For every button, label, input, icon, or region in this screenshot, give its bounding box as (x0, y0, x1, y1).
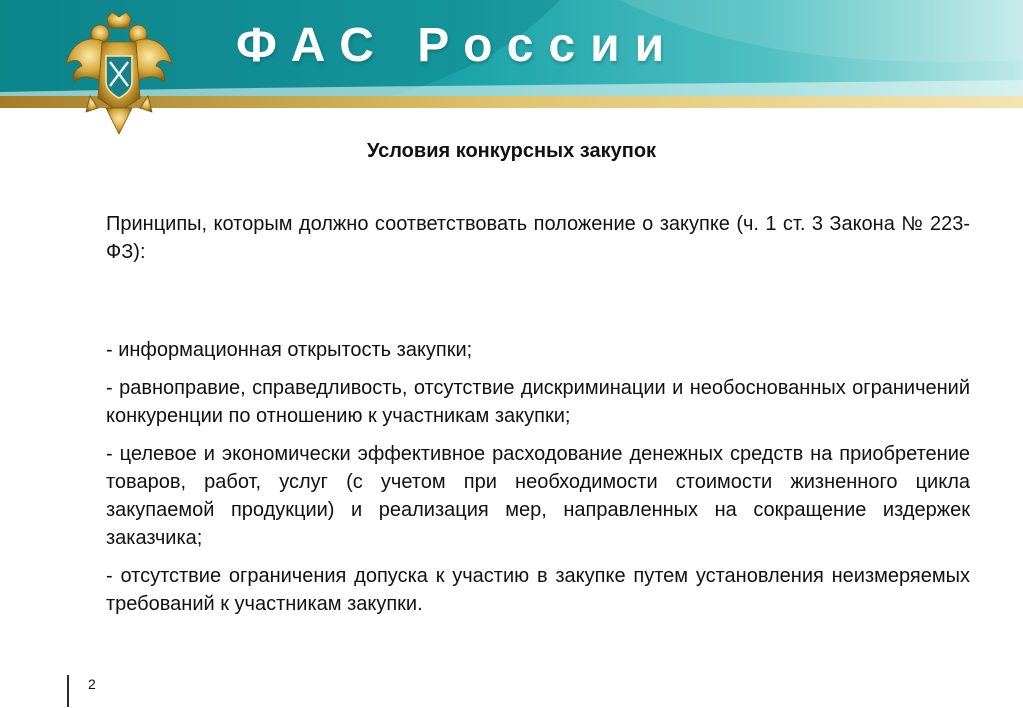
list-item: - целевое и экономически эффективное расходование денежных средств на приобретение товаров, работ, услуг (с учетом при необходимости стоимости жизненного цикла закупаемой продукции) и реализация мер, направленных на сокращение издержек заказчика; (106, 443, 970, 549)
org-title: ФАС России (236, 19, 680, 72)
footer-divider (67, 675, 69, 707)
intro-paragraph: Принципы, которым должно соответствовать положение о закупке (ч. 1 ст. 3 Закона № 223-ФЗ): (106, 213, 970, 263)
list-item: - информационная открытость закупки; (106, 339, 473, 361)
slide-title: Условия конкурсных закупок (366, 140, 657, 162)
slide-body (106, 210, 970, 628)
list-item: - равноправие, справедливость, отсутствие дискриминации и необоснованных ограничений конкуренции по отношению к участникам закупки; (106, 377, 970, 427)
list-item: - отсутствие ограничения допуска к участию в закупке путем установления неизмеряемых требований к участникам закупки. (106, 565, 970, 615)
emblem-icon (62, 12, 176, 136)
page-number: 2 (88, 676, 96, 692)
